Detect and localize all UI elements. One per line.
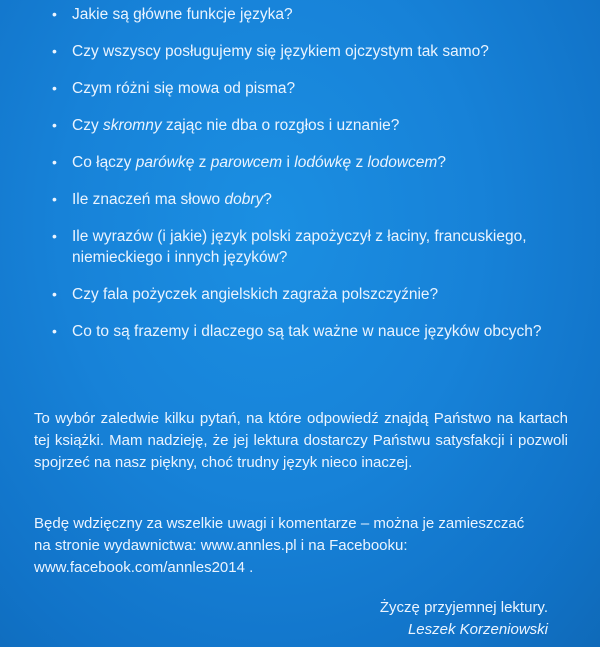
question-text: Czy wszyscy posługujemy się językiem ojczystym tak samo? [72,43,489,60]
question-text: Ile znaczeń ma słowo [72,191,225,208]
signature-closing: Życzę przyjemnej lektury. [379,599,548,616]
question-emphasis: lodówkę [294,154,352,171]
bullet-icon: • [52,80,57,96]
bullet-icon: • [52,191,57,207]
question-text: Czy fala pożyczek angielskich zagraża polszczyźnie? [72,286,439,303]
question-item [52,115,572,136]
contact-line-3: www.facebook.com/annles2014 . [34,559,254,576]
question-text: zając nie dba o rozgłos i uznanie? [161,117,400,134]
question-text: Ile wyrazów (i jakie) język polski zapożyczył z łaciny, francuskiego, niemieckiego i innych języków? [72,228,527,266]
signature [380,597,548,641]
contact-line-1: Będę wdzięczny za wszelkie uwagi i komentarze – można je zamieszczać [34,515,525,532]
bullet-icon: • [52,286,57,302]
signature-author: Leszek Korzeniowski [407,621,548,638]
question-text: Czy [72,117,103,134]
question-text: z [194,154,211,171]
question-text: z [351,154,368,171]
intro-paragraph: To wybór zaledwie kilku pytań, na które odpowiedź znajdą Państwo na kartach tej książki. Mam nadzieję, że jej lektura dostarczy Państwu satysfakcji i pozwoli spojrzeć na nasz piękny, choć trudny język nieco inaczej. [34,410,568,471]
question-text: Jakie są główne funkcje języka? [72,6,293,23]
question-emphasis: parowcem [210,154,283,171]
question-text: ? [437,154,446,171]
question-list [52,4,572,358]
question-text: ? [263,191,272,208]
bullet-icon: • [52,6,57,22]
question-item [52,226,572,268]
question-text: i [282,154,295,171]
question-item [52,4,572,25]
bullet-icon: • [52,117,57,133]
question-emphasis: skromny [103,117,162,134]
question-text: Czym różni się mowa od pisma? [72,80,296,97]
bullet-icon: • [52,154,57,170]
question-emphasis: parówkę [135,154,195,171]
question-item [52,78,572,99]
question-emphasis: dobry [224,191,264,208]
question-item [52,284,572,305]
question-item [52,152,572,173]
bullet-icon: • [52,323,57,339]
bullet-icon: • [52,228,57,244]
question-item [52,321,572,342]
question-item [52,189,572,210]
contact-paragraph [34,513,568,579]
contact-line-2: na stronie wydawnictwa: www.annles.pl i na Facebooku: [34,537,408,554]
bullet-icon: • [52,43,57,59]
question-text: Co to są frazemy i dlaczego są tak ważne w nauce języków obcych? [72,323,542,340]
question-emphasis: lodowcem [367,154,438,171]
question-item [52,41,572,62]
question-text: Co łączy [72,154,136,171]
